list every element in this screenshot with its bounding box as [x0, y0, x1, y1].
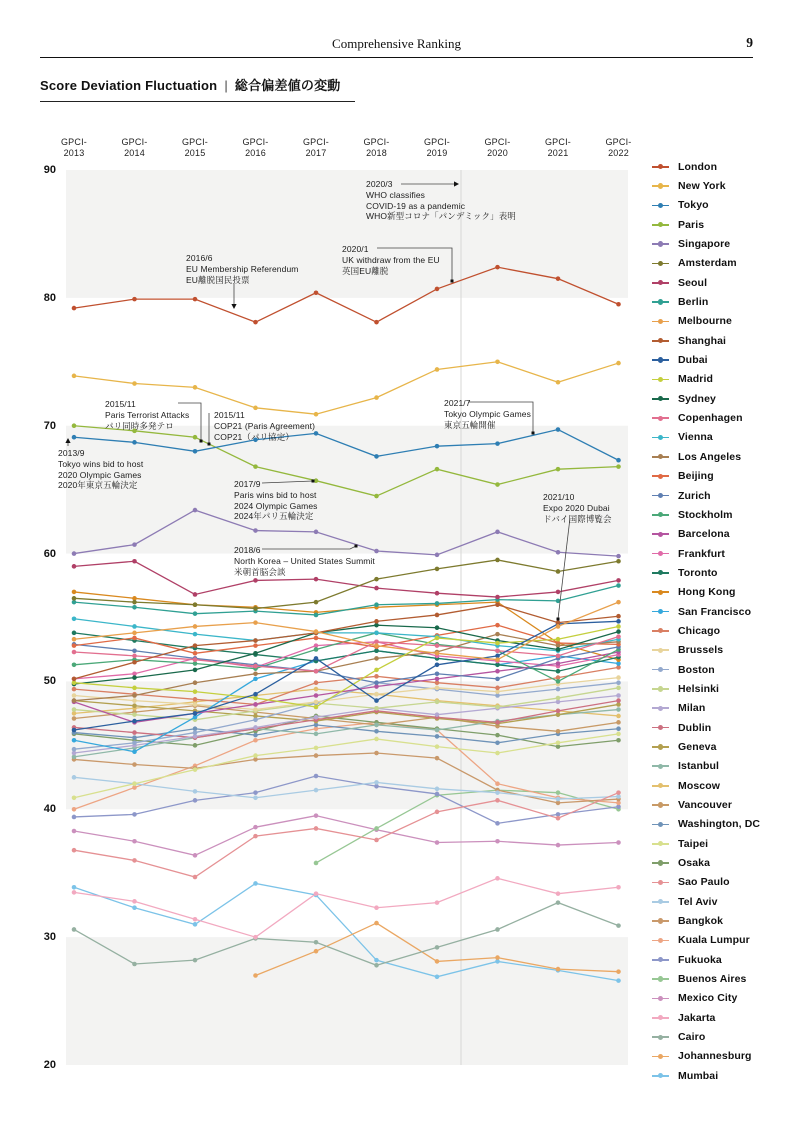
legend-item-london: [652, 157, 760, 176]
annotation-2018-6: 2018/6 North Korea – United States Summit 米朝首脳会談: [234, 545, 375, 577]
y-tick-30: 30: [43, 931, 56, 944]
annotation-2021-10: 2021/10 Expo 2020 Dubai ドバイ国際博覧会: [543, 492, 612, 524]
legend-item-seoul: [652, 273, 760, 292]
background-bands: [66, 170, 628, 1065]
legend-item-melbourne: [652, 312, 760, 331]
chart-legend: [652, 157, 760, 1086]
legend-label: Amsterdam: [678, 257, 737, 270]
series-jakarta: [72, 876, 621, 939]
legend-item-beijing: [652, 467, 760, 486]
legend-swatch: [652, 340, 669, 342]
legend-label: Stockholm: [678, 508, 733, 521]
legend-item-helsinki: [652, 679, 760, 698]
legend-label: Moscow: [678, 779, 721, 792]
legend-item-taipei: [652, 834, 760, 853]
legend-item-mexico-city: [652, 989, 760, 1008]
annotation-2015-11: 2015/11 Paris Terrorist Attacks パリ同時多発テロ: [105, 399, 190, 431]
legend-item-zurich: [652, 486, 760, 505]
legend-swatch: [652, 765, 669, 767]
x-label-gpci-2019: GPCI- 2019: [423, 137, 450, 158]
legend-swatch: [652, 301, 669, 303]
x-label-gpci-2015: GPCI- 2015: [181, 137, 208, 158]
legend-label: Madrid: [678, 373, 714, 386]
legend-label: Melbourne: [678, 315, 732, 328]
y-tick-60: 60: [43, 547, 56, 560]
legend-label: Fukuoka: [678, 953, 722, 966]
legend-label: Vienna: [678, 431, 713, 444]
legend-swatch: [652, 901, 669, 903]
legend-item-amsterdam: [652, 254, 760, 273]
legend-swatch: [652, 398, 669, 400]
legend-label: Sydney: [678, 392, 716, 405]
legend-swatch: [652, 669, 669, 671]
chart-title-ja: 総合偏差値の変動: [234, 78, 341, 93]
legend-label: Seoul: [678, 276, 708, 289]
legend-swatch: [652, 882, 669, 884]
legend-swatch: [652, 940, 669, 942]
annotation-2017-9: 2017/9 Paris wins bid to host 2024 Olympic Games 2024年パリ五輪決定: [234, 479, 318, 522]
legend-swatch: [652, 456, 669, 458]
legend-swatch: [652, 224, 669, 226]
legend-swatch: [652, 553, 669, 555]
legend-label: Vancouver: [678, 799, 733, 812]
legend-swatch: [652, 437, 669, 439]
legend-label: Frankfurt: [678, 547, 725, 560]
y-tick-90: 90: [43, 164, 56, 176]
legend-swatch: [652, 1036, 669, 1038]
legend-item-kuala-lumpur: [652, 931, 760, 950]
x-label-gpci-2021: GPCI- 2021: [544, 137, 571, 158]
legend-label: Zurich: [678, 489, 711, 502]
legend-label: Shanghai: [678, 334, 727, 347]
x-label-gpci-2022: GPCI- 2022: [605, 137, 632, 158]
legend-label: San Francisco: [678, 605, 752, 618]
legend-item-boston: [652, 660, 760, 679]
legend-swatch: [652, 205, 669, 207]
legend-item-jakarta: [652, 1008, 760, 1027]
legend-swatch: [652, 185, 669, 187]
legend-swatch: [652, 1075, 669, 1077]
legend-swatch: [652, 959, 669, 961]
legend-item-new-york: [652, 176, 760, 195]
legend-swatch: [652, 920, 669, 922]
legend-label: Sao Paulo: [678, 876, 730, 889]
legend-label: Cairo: [678, 1031, 706, 1044]
chart-title-en: Score Deviation Fluctuation: [40, 78, 218, 93]
legend-label: Dubai: [678, 354, 708, 367]
legend-swatch: [652, 824, 669, 826]
legend-label: Singapore: [678, 238, 731, 251]
legend-swatch: [652, 533, 669, 535]
legend-label: Barcelona: [678, 528, 730, 541]
legend-item-osaka: [652, 853, 760, 872]
legend-swatch: [652, 514, 669, 516]
chart-title-separator: |: [224, 78, 228, 93]
legend-item-fukuoka: [652, 950, 760, 969]
legend-swatch: [652, 417, 669, 419]
legend-swatch: [652, 727, 669, 729]
legend-label: Berlin: [678, 296, 709, 309]
legend-label: Osaka: [678, 857, 711, 870]
legend-item-toronto: [652, 563, 760, 582]
legend-item-san-francisco: [652, 602, 760, 621]
legend-swatch: [652, 862, 669, 864]
legend-label: Mexico City: [678, 992, 738, 1005]
page-number: 9: [746, 35, 753, 50]
x-label-gpci-2016: GPCI- 2016: [242, 137, 269, 158]
legend-label: Paris: [678, 218, 705, 231]
legend-swatch: [652, 785, 669, 787]
legend-item-los-angeles: [652, 447, 760, 466]
legend-label: Jakarta: [678, 1011, 716, 1024]
legend-swatch: [652, 166, 669, 168]
legend-item-geneva: [652, 737, 760, 756]
legend-label: Tokyo: [678, 199, 709, 212]
legend-label: Dublin: [678, 721, 712, 734]
legend-label: Helsinki: [678, 682, 720, 695]
legend-item-istanbul: [652, 757, 760, 776]
legend-item-johannesburg: [652, 1047, 760, 1066]
legend-label: Taipei: [678, 837, 709, 850]
legend-item-tel-aviv: [652, 892, 760, 911]
legend-label: Copenhagen: [678, 412, 743, 425]
legend-label: Toronto: [678, 566, 718, 579]
legend-label: Beijing: [678, 470, 714, 483]
legend-item-madrid: [652, 370, 760, 389]
legend-item-hong-kong: [652, 583, 760, 602]
legend-swatch: [652, 1056, 669, 1058]
legend-item-berlin: [652, 292, 760, 311]
legend-item-dublin: [652, 718, 760, 737]
legend-item-shanghai: [652, 331, 760, 350]
legend-swatch: [652, 649, 669, 651]
annotation-2013-9: 2013/9 Tokyo wins bid to host 2020 Olympic Games 2020年東京五輪決定: [58, 448, 144, 491]
legend-label: Buenos Aires: [678, 973, 747, 986]
legend-item-bangkok: [652, 911, 760, 930]
y-tick-20: 20: [43, 1059, 56, 1071]
legend-label: Washington, DC: [678, 818, 761, 831]
legend-item-vancouver: [652, 795, 760, 814]
legend-swatch: [652, 998, 669, 1000]
legend-item-singapore: [652, 234, 760, 253]
legend-item-tokyo: [652, 196, 760, 215]
x-label-gpci-2020: GPCI- 2020: [484, 137, 511, 158]
legend-swatch: [652, 572, 669, 574]
legend-label: Milan: [678, 702, 706, 715]
legend-label: Bangkok: [678, 915, 724, 928]
legend-label: Boston: [678, 663, 715, 676]
legend-swatch: [652, 243, 669, 245]
y-tick-50: 50: [43, 675, 56, 688]
legend-item-stockholm: [652, 505, 760, 524]
series-mexico-city: [72, 813, 621, 857]
legend-swatch: [652, 282, 669, 284]
legend-item-sydney: [652, 389, 760, 408]
x-label-gpci-2013: GPCI- 2013: [60, 137, 87, 158]
legend-item-sao-paulo: [652, 873, 760, 892]
legend-swatch: [652, 707, 669, 709]
legend-label: New York: [678, 180, 726, 193]
legend-item-vienna: [652, 428, 760, 447]
legend-swatch: [652, 611, 669, 613]
legend-swatch: [652, 1017, 669, 1019]
legend-swatch: [652, 495, 669, 497]
legend-label: Los Angeles: [678, 450, 742, 463]
legend-swatch: [652, 688, 669, 690]
annotation-2020-1: 2020/1 UK withdraw from the EU 英国EU離脱: [342, 244, 440, 276]
legend-label: Geneva: [678, 740, 717, 753]
legend-swatch: [652, 475, 669, 477]
annotation-2016-6: 2016/6 EU Membership Referendum EU離脱国民投票: [186, 253, 299, 285]
annotation-2015-11: 2015/11 COP21 (Paris Agreement) COP21（パリ協定）: [214, 410, 316, 442]
series-lines: [72, 265, 621, 983]
legend-swatch: [652, 746, 669, 748]
page-header: Comprehensive Ranking: [332, 36, 461, 51]
legend-item-washington-dc: [652, 815, 760, 834]
x-label-gpci-2018: GPCI- 2018: [363, 137, 390, 158]
annotation-2021-7: 2021/7 Tokyo Olympic Games 東京五輪開催: [444, 398, 531, 430]
x-label-gpci-2017: GPCI- 2017: [302, 137, 329, 158]
legend-item-mumbai: [652, 1066, 760, 1085]
legend-item-paris: [652, 215, 760, 234]
legend-swatch: [652, 630, 669, 632]
legend-item-cairo: [652, 1027, 760, 1046]
legend-item-milan: [652, 699, 760, 718]
legend-item-dubai: [652, 350, 760, 369]
legend-item-buenos-aires: [652, 969, 760, 988]
legend-label: Brussels: [678, 644, 724, 657]
legend-swatch: [652, 379, 669, 381]
legend-label: Johannesburg: [678, 1050, 752, 1063]
legend-swatch: [652, 359, 669, 361]
legend-label: Tel Aviv: [678, 895, 718, 908]
legend-label: Chicago: [678, 624, 721, 637]
annotation-2020-3: 2020/3 WHO classifies COVID-19 as a pandemic WHO新型コロナ「パンデミック」表明: [366, 179, 516, 222]
y-tick-70: 70: [43, 419, 56, 432]
legend-item-brussels: [652, 641, 760, 660]
legend-item-moscow: [652, 776, 760, 795]
legend-label: London: [678, 160, 718, 173]
legend-item-frankfurt: [652, 544, 760, 563]
legend-label: Istanbul: [678, 760, 720, 773]
legend-swatch: [652, 591, 669, 593]
legend-swatch: [652, 321, 669, 323]
legend-item-barcelona: [652, 525, 760, 544]
legend-item-copenhagen: [652, 408, 760, 427]
legend-swatch: [652, 843, 669, 845]
y-tick-40: 40: [43, 803, 56, 816]
legend-item-chicago: [652, 621, 760, 640]
x-label-gpci-2014: GPCI- 2014: [121, 137, 148, 158]
legend-label: Kuala Lumpur: [678, 934, 750, 947]
legend-label: Mumbai: [678, 1069, 719, 1082]
legend-swatch: [652, 804, 669, 806]
legend-swatch: [652, 263, 669, 265]
y-tick-80: 80: [43, 291, 56, 304]
legend-swatch: [652, 978, 669, 980]
legend-label: Hong Kong: [678, 586, 736, 599]
